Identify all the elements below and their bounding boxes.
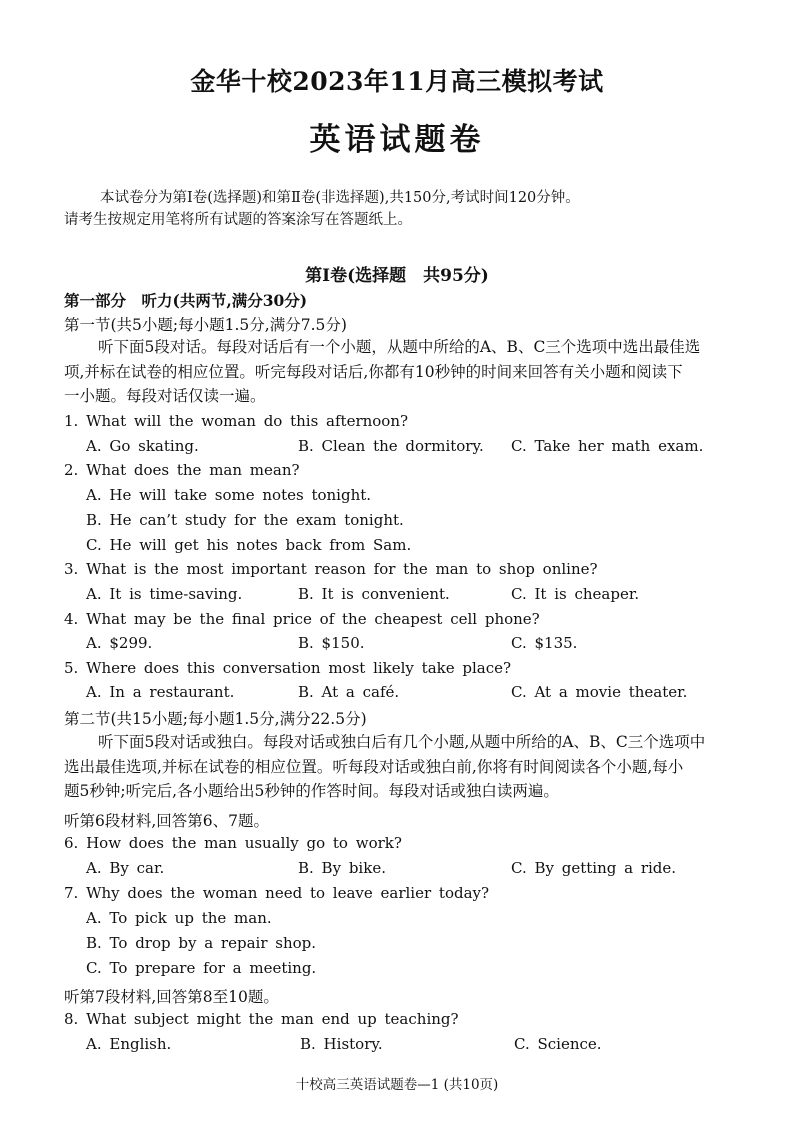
question-5-stem: 5. Where does this conversation most likely take place? <box>64 659 512 677</box>
question-7-option-a: A. To pick up the man. <box>86 909 272 927</box>
question-8-stem: 8. What subject might the man end up teaching? <box>64 1010 459 1028</box>
question-2-option-b: B. He can’t study for the exam tonight. <box>86 511 404 529</box>
volume1-heading: 第Ⅰ卷(选择题 共95分) <box>305 266 489 286</box>
question-1-stem: 1. What will the woman do this afternoon? <box>64 412 409 430</box>
material-7-note: 听第7段材料,回答第8至10题。 <box>64 988 279 1006</box>
question-6-stem: 6. How does the man usually go to work? <box>64 834 402 852</box>
question-4-option-b: B. $150. <box>298 634 365 652</box>
directions-line: 项,并标在试卷的相应位置。听完每段对话后,你都有10秒钟的时间来回答有关小题和阅读下 <box>64 362 683 381</box>
directions-line: 听下面5段对话。每段对话后有一个小题，从题中所给的A、B、C三个选项中选出最佳选 <box>98 338 701 356</box>
directions-line: 听下面5段对话或独白。每段对话或独白后有几个小题,从题中所给的A、B、C三个选项中 <box>98 733 706 751</box>
question-3-option-c: C. It is cheaper. <box>511 585 640 603</box>
directions-line: 选出最佳选项,并标在试卷的相应位置。听每段对话或独白前,你将有时间阅读各个小题,每小 <box>64 757 684 776</box>
exam-instructions <box>64 187 744 231</box>
instructions-line-1: 本试卷分为第Ⅰ卷(选择题)和第Ⅱ卷(非选择题),共150分,考试时间120分钟。 <box>100 190 580 206</box>
question-7-option-b: B. To drop by a repair shop. <box>86 934 317 952</box>
question-6-option-c: C. By getting a ride. <box>511 859 677 877</box>
question-5-option-b: B. At a café. <box>298 683 400 701</box>
question-3-option-b: B. It is convenient. <box>298 585 450 603</box>
section2-heading: 第二节(共15小题;每小题1.5分,满分22.5分) <box>64 710 367 728</box>
question-8-option-c: C. Science. <box>514 1035 602 1053</box>
question-6-option-a: A. By car. <box>86 859 165 877</box>
question-5-option-c: C. At a movie theater. <box>511 683 688 701</box>
question-2-option-a: A. He will take some notes tonight. <box>86 486 372 504</box>
directions-line: 题5秒钟;听完后,各小题给出5秒钟的作答时间。每段对话或独白读两遍。 <box>64 782 559 800</box>
question-2-stem: 2. What does the man mean? <box>64 461 300 479</box>
question-1-option-a: A. Go skating. <box>86 437 199 455</box>
question-3-option-a: A. It is time-saving. <box>86 585 243 603</box>
exam-subtitle: 英语试题卷 <box>309 122 485 158</box>
question-4-option-a: A. $299. <box>86 634 153 652</box>
question-7-option-c: C. To prepare for a meeting. <box>86 959 317 977</box>
question-4-stem: 4. What may be the final price of the cheapest cell phone? <box>64 610 540 628</box>
question-2-option-c: C. He will get his notes back from Sam. <box>86 536 412 554</box>
question-1-option-b: B. Clean the dormitory. <box>298 437 484 455</box>
section1-directions <box>64 335 734 409</box>
question-7-stem: 7. Why does the woman need to leave earlier today? <box>64 884 490 902</box>
question-8-option-b: B. History. <box>300 1035 383 1053</box>
question-3-stem: 3. What is the most important reason for the man to shop online? <box>64 560 598 578</box>
part1-heading: 第一部分 听力(共两节,满分30分) <box>64 291 308 310</box>
page-footer: 十校高三英语试题卷—1 (共10页) <box>295 1077 499 1093</box>
section1-heading: 第一节(共5小题;每小题1.5分,满分7.5分) <box>64 316 347 334</box>
question-6-option-b: B. By bike. <box>298 859 386 877</box>
question-1-option-c: C. Take her math exam. <box>511 437 704 455</box>
instructions-line-2: 请考生按规定用笔将所有试题的答案涂写在答题纸上。 <box>64 212 412 228</box>
material-6-note: 听第6段材料,回答第6、7题。 <box>64 812 270 830</box>
directions-line: 一小题。每段对话仅读一遍。 <box>64 387 266 405</box>
question-8-option-a: A. English. <box>86 1035 172 1053</box>
section2-directions <box>64 730 734 804</box>
question-4-option-c: C. $135. <box>511 634 578 652</box>
question-5-option-a: A. In a restaurant. <box>86 683 235 701</box>
exam-title: 金华十校2023年11月高三模拟考试 <box>190 67 604 96</box>
